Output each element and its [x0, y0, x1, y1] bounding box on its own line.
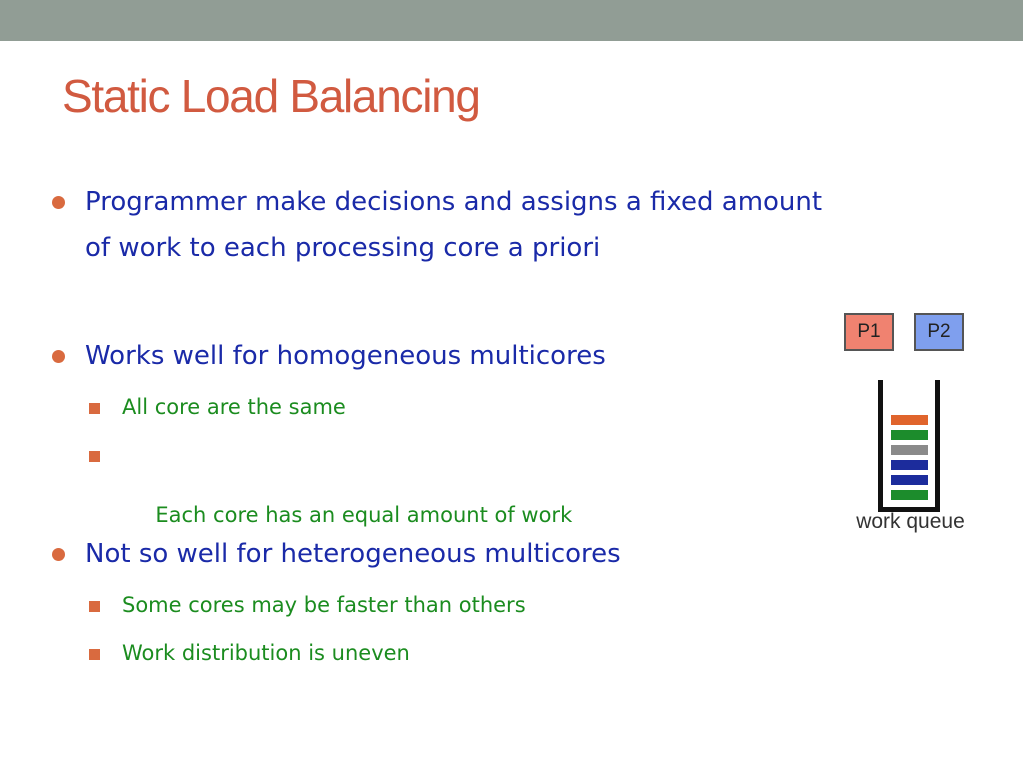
work-queue-label: work queue [856, 510, 965, 533]
processor-p2-box: P2 [914, 313, 964, 351]
bullet-2 [85, 333, 845, 379]
bullet-1-text: Programmer make decisions and assigns a fixed amount of work to each processing core a priori [85, 187, 823, 263]
sub-bullet-2-2-text: Each core has an equal amount of work [148, 503, 573, 527]
queue-task-block [891, 460, 928, 470]
square-bullet-icon [89, 601, 100, 612]
sub-bullet-2-1-text: All core are the same [122, 395, 346, 419]
square-bullet-icon [89, 451, 100, 462]
queue-task-block [891, 445, 928, 455]
queue-task-block [891, 475, 928, 485]
queue-left-wall [878, 380, 883, 512]
queue-right-wall [935, 380, 940, 512]
bullet-2-text: Works well for homogeneous multicores [85, 341, 606, 371]
bullet-3 [85, 531, 845, 577]
processor-p1-box: P1 [844, 313, 894, 351]
sub-bullet-2-1 [122, 392, 822, 422]
slide-title: Static Load Balancing [62, 70, 480, 122]
square-bullet-icon [89, 649, 100, 660]
square-bullet-icon [89, 403, 100, 414]
sub-bullet-3-2-text: Work distribution is uneven [122, 641, 410, 665]
sub-bullet-3-1 [122, 590, 822, 620]
work-queue-figure [838, 305, 983, 545]
sub-bullet-3-2 [122, 638, 822, 668]
bullet-dot-icon [52, 350, 65, 363]
sub-bullet-3-1-text: Some cores may be faster than others [122, 593, 526, 617]
bullet-dot-icon [52, 196, 65, 209]
bullet-1 [85, 179, 845, 271]
bullet-3-text: Not so well for heterogeneous multicores [85, 539, 621, 569]
queue-task-block [891, 490, 928, 500]
bullet-dot-icon [52, 548, 65, 561]
top-bar [0, 0, 1023, 41]
queue-task-block [891, 415, 928, 425]
queue-task-block [891, 430, 928, 440]
